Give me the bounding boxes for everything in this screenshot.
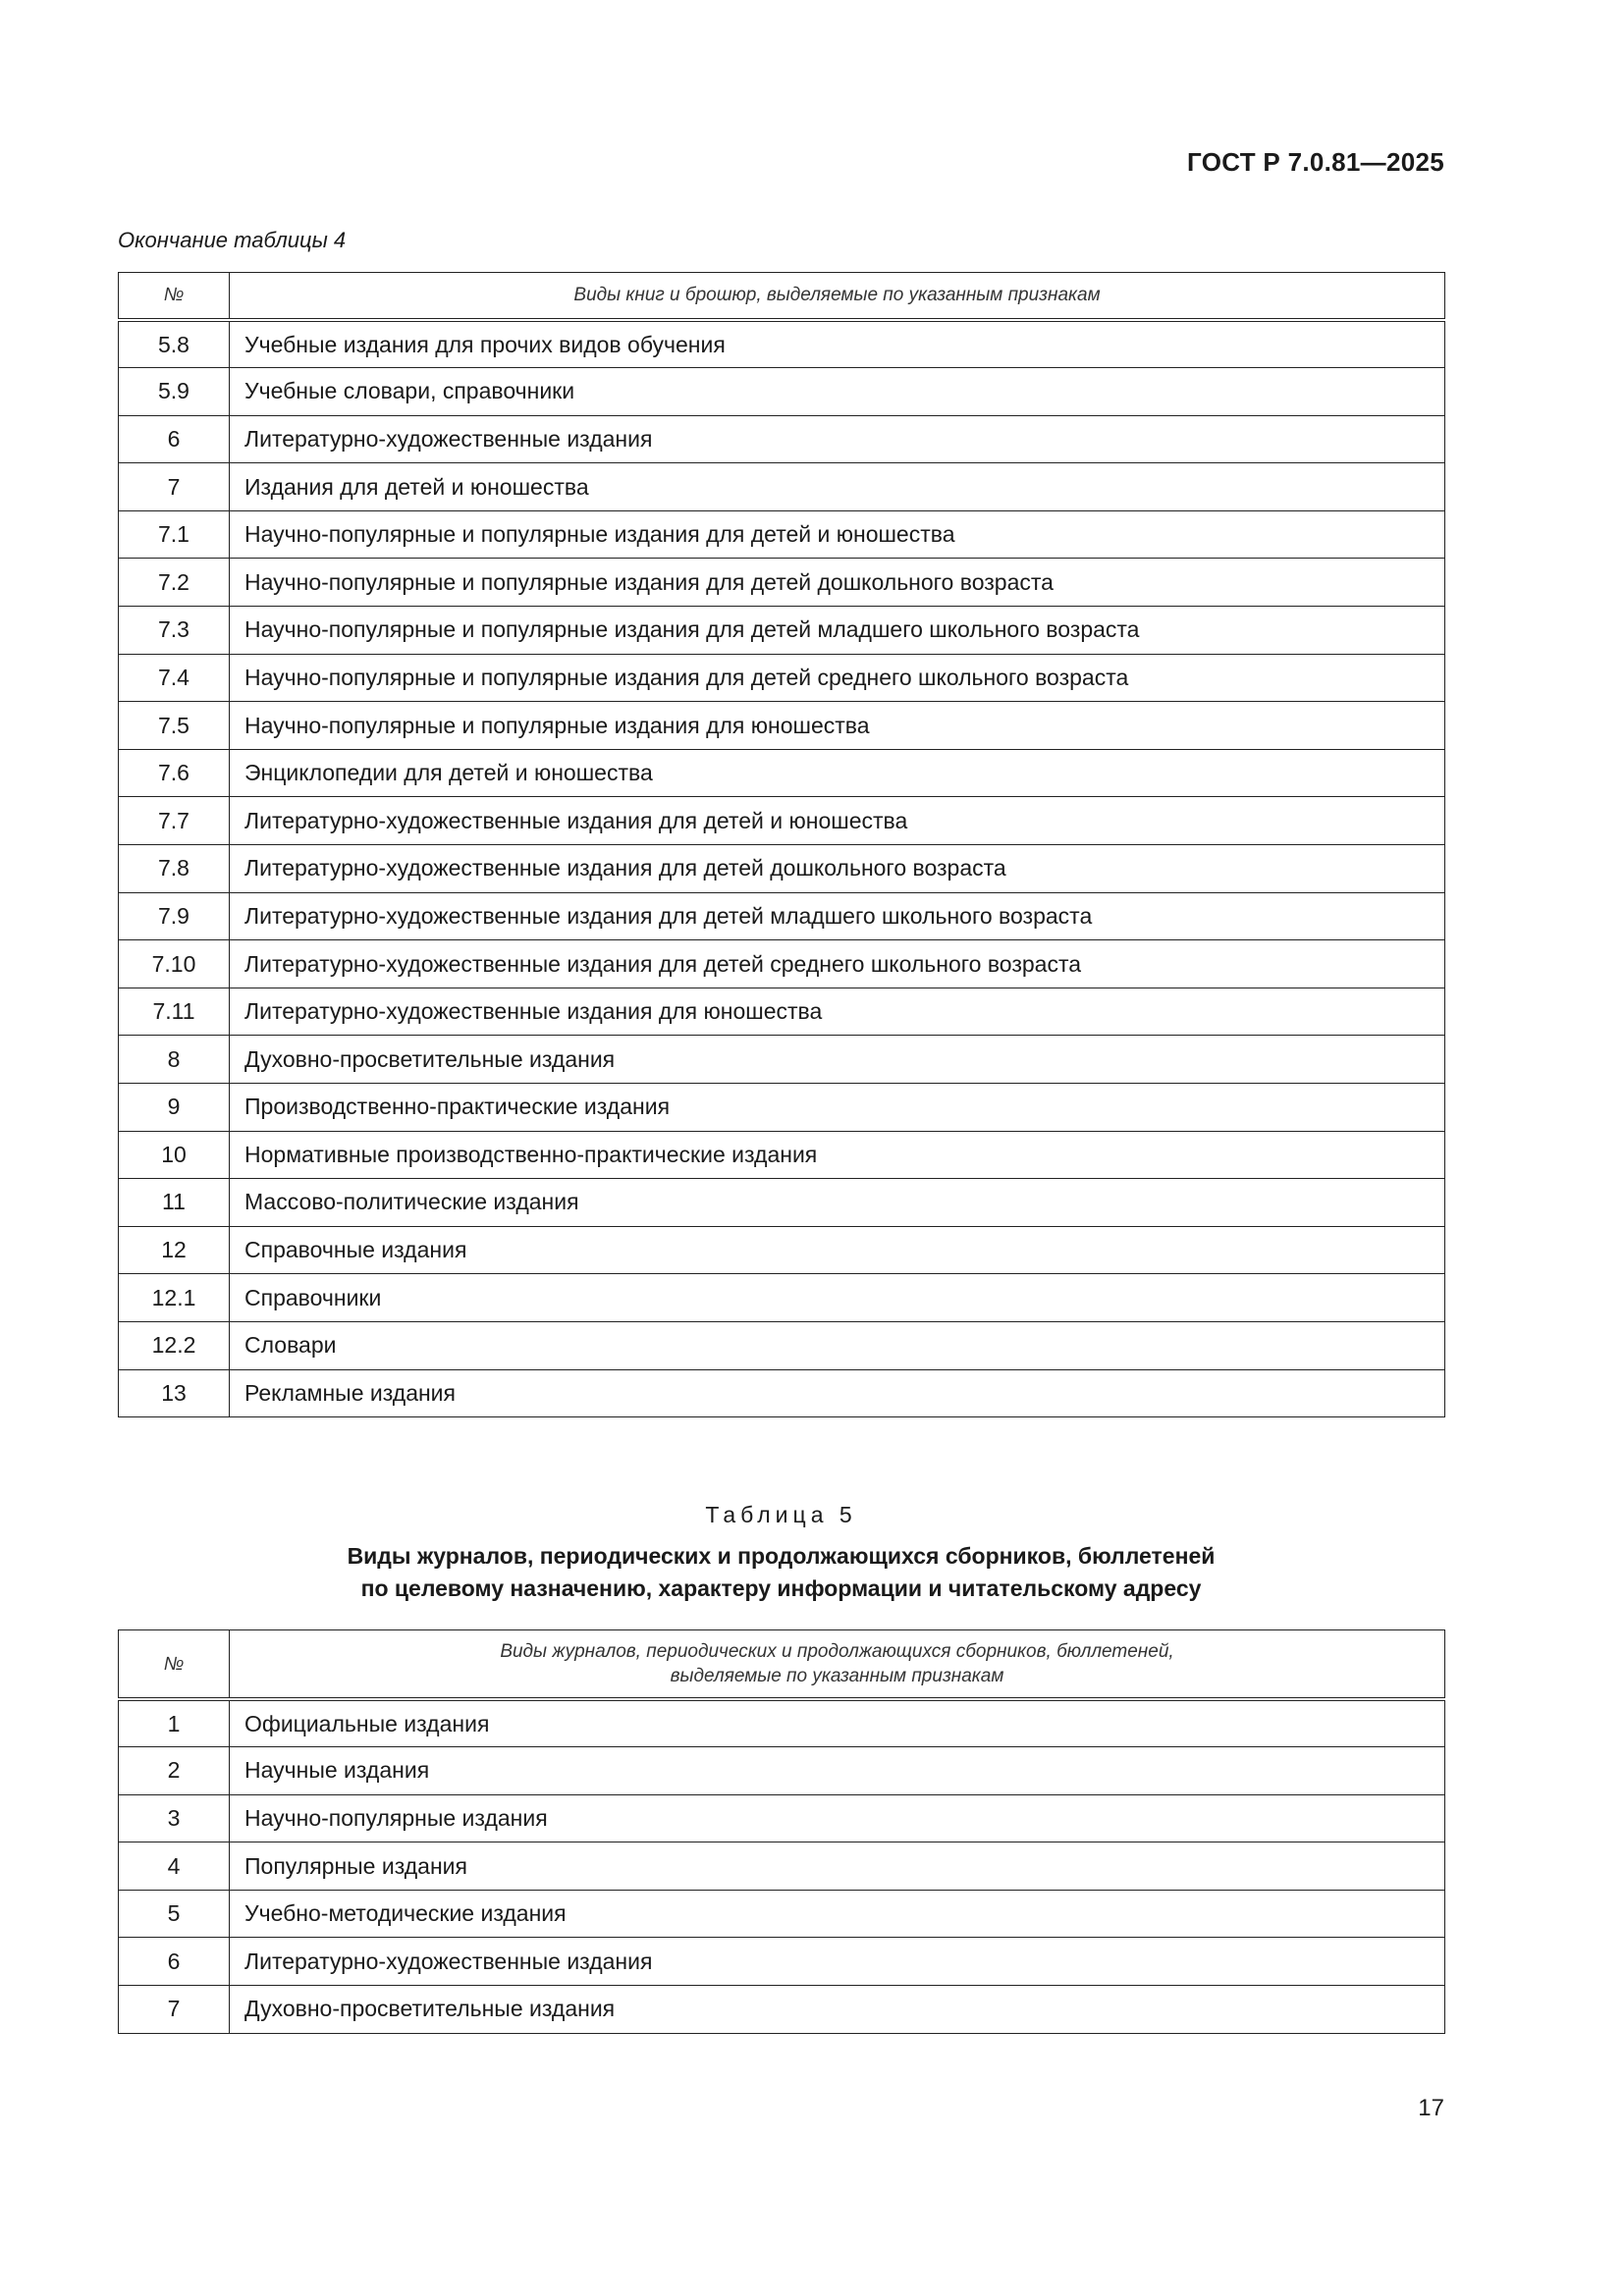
row-number: 11 <box>119 1179 230 1227</box>
table-4 <box>118 272 1445 1417</box>
table-row <box>119 463 1445 511</box>
row-description: Литературно-художественные издания для детей и юношества <box>230 797 1445 845</box>
row-description: Словари <box>230 1321 1445 1369</box>
column-header-line: Виды журналов, периодических и продолжающихся сборников, бюллетеней, <box>500 1641 1174 1662</box>
row-number: 7.2 <box>119 559 230 607</box>
table-row <box>119 1321 1445 1369</box>
row-number: 7.9 <box>119 892 230 940</box>
table-row <box>119 1890 1445 1938</box>
table5-title-line: Виды журналов, периодических и продолжающихся сборников, бюллетеней <box>347 1543 1216 1569</box>
column-header-number: № <box>119 1630 230 1700</box>
table-row <box>119 607 1445 655</box>
column-header-description <box>230 1630 1445 1700</box>
table-row <box>119 1036 1445 1084</box>
table-row <box>119 368 1445 416</box>
table-row <box>119 1179 1445 1227</box>
row-description: Духовно-просветительные издания <box>230 1036 1445 1084</box>
table-row <box>119 892 1445 940</box>
row-description: Научно-популярные издания <box>230 1794 1445 1842</box>
row-description: Духовно-просветительные издания <box>230 1986 1445 2034</box>
row-description: Научно-популярные и популярные издания для юношества <box>230 702 1445 750</box>
row-description: Литературно-художественные издания для юношества <box>230 988 1445 1036</box>
row-number: 7.4 <box>119 654 230 702</box>
row-number: 12.1 <box>119 1274 230 1322</box>
row-number: 5.8 <box>119 320 230 368</box>
table-row <box>119 510 1445 559</box>
row-description: Литературно-художественные издания <box>230 415 1445 463</box>
row-number: 7.10 <box>119 940 230 988</box>
row-number: 5.9 <box>119 368 230 416</box>
table-row <box>119 415 1445 463</box>
row-description: Литературно-художественные издания для детей среднего школьного возраста <box>230 940 1445 988</box>
table-row <box>119 1131 1445 1179</box>
row-number: 12 <box>119 1226 230 1274</box>
row-description: Учебно-методические издания <box>230 1890 1445 1938</box>
row-number: 7.5 <box>119 702 230 750</box>
row-number: 6 <box>119 1938 230 1986</box>
table-row <box>119 702 1445 750</box>
table-row <box>119 1747 1445 1795</box>
row-description: Литературно-художественные издания <box>230 1938 1445 1986</box>
column-header-number: № <box>119 273 230 321</box>
row-description: Научно-популярные и популярные издания для детей дошкольного возраста <box>230 559 1445 607</box>
table-row <box>119 988 1445 1036</box>
row-number: 7.11 <box>119 988 230 1036</box>
row-number: 5 <box>119 1890 230 1938</box>
table5-title-line: по целевому назначению, характеру информации и читательскому адресу <box>360 1575 1202 1601</box>
row-description: Научные издания <box>230 1747 1445 1795</box>
table-5 <box>118 1629 1445 2034</box>
row-description: Научно-популярные и популярные издания для детей младшего школьного возраста <box>230 607 1445 655</box>
row-description: Учебные словари, справочники <box>230 368 1445 416</box>
table-row <box>119 1986 1445 2034</box>
row-number: 4 <box>119 1842 230 1891</box>
table-header-row <box>119 1630 1445 1700</box>
row-number: 7.1 <box>119 510 230 559</box>
table-row <box>119 1938 1445 1986</box>
row-number: 7 <box>119 1986 230 2034</box>
standard-code: ГОСТ Р 7.0.81—2025 <box>1187 147 1444 177</box>
column-header-line: выделяемые по указанным признакам <box>670 1666 1004 1686</box>
row-number: 7.8 <box>119 845 230 893</box>
table-row <box>119 559 1445 607</box>
column-header-description: Виды книг и брошюр, выделяемые по указанным признакам <box>230 273 1445 321</box>
row-description: Официальные издания <box>230 1699 1445 1747</box>
row-number: 13 <box>119 1369 230 1417</box>
table-row <box>119 845 1445 893</box>
row-description: Справочники <box>230 1274 1445 1322</box>
row-number: 7.6 <box>119 749 230 797</box>
row-description: Научно-популярные и популярные издания для детей и юношества <box>230 510 1445 559</box>
table-row <box>119 1794 1445 1842</box>
row-description: Издания для детей и юношества <box>230 463 1445 511</box>
table-row <box>119 654 1445 702</box>
row-number: 6 <box>119 415 230 463</box>
row-number: 9 <box>119 1084 230 1132</box>
table5-caption: Таблица 5 <box>705 1502 857 1527</box>
row-number: 8 <box>119 1036 230 1084</box>
row-description: Рекламные издания <box>230 1369 1445 1417</box>
row-description: Производственно-практические издания <box>230 1084 1445 1132</box>
table-row <box>119 1274 1445 1322</box>
table-row <box>119 797 1445 845</box>
row-description: Массово-политические издания <box>230 1179 1445 1227</box>
row-description: Литературно-художественные издания для детей дошкольного возраста <box>230 845 1445 893</box>
row-number: 2 <box>119 1747 230 1795</box>
row-description: Нормативные производственно-практические издания <box>230 1131 1445 1179</box>
table-row <box>119 1842 1445 1891</box>
table-row <box>119 320 1445 368</box>
row-description: Литературно-художественные издания для детей младшего школьного возраста <box>230 892 1445 940</box>
row-number: 7 <box>119 463 230 511</box>
row-description: Справочные издания <box>230 1226 1445 1274</box>
row-number: 7.7 <box>119 797 230 845</box>
row-description: Научно-популярные и популярные издания для детей среднего школьного возраста <box>230 654 1445 702</box>
table-row <box>119 1699 1445 1747</box>
table-row <box>119 1084 1445 1132</box>
table4-continuation-label: Окончание таблицы 4 <box>118 228 347 252</box>
row-number: 10 <box>119 1131 230 1179</box>
row-number: 7.3 <box>119 607 230 655</box>
table-row <box>119 1369 1445 1417</box>
row-number: 1 <box>119 1699 230 1747</box>
table-header-row <box>119 273 1445 321</box>
row-description: Энциклопедии для детей и юношества <box>230 749 1445 797</box>
row-number: 3 <box>119 1794 230 1842</box>
table-row <box>119 940 1445 988</box>
table5-title <box>0 1540 1562 1605</box>
row-number: 12.2 <box>119 1321 230 1369</box>
row-description: Учебные издания для прочих видов обучения <box>230 320 1445 368</box>
table-row <box>119 749 1445 797</box>
row-description: Популярные издания <box>230 1842 1445 1891</box>
table-row <box>119 1226 1445 1274</box>
page-number: 17 <box>1418 2095 1444 2121</box>
